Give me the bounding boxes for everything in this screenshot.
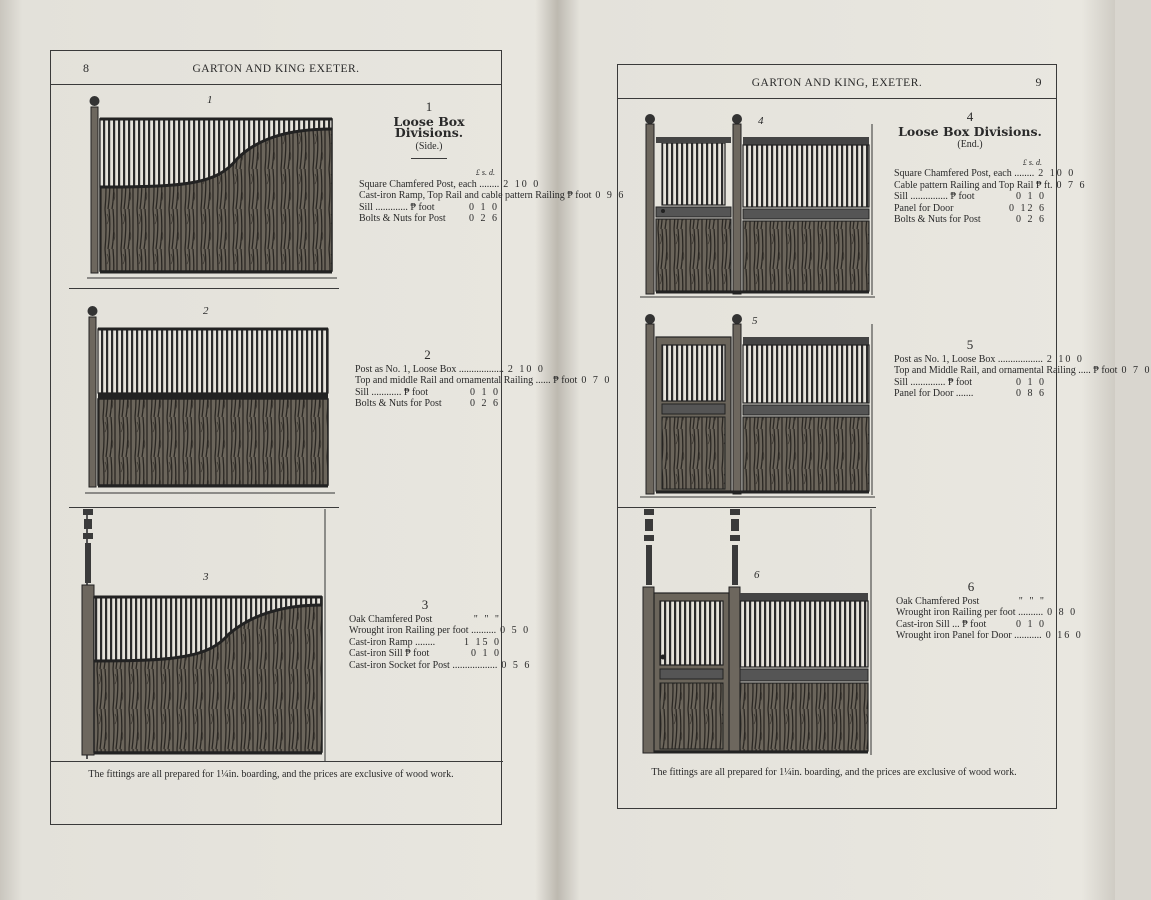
left-page [50, 50, 626, 825]
section-subtitle: (End.) [957, 139, 983, 150]
page-title: GARTON AND KING EXETER. [192, 63, 360, 75]
price-item: Sill ............. ₱ foot 0 1 0 [359, 201, 499, 213]
price-item: Square Chamfered Post, each ........ 2 10 0 [894, 168, 1076, 179]
price-item: Sill ............ ₱ foot 0 1 0 [355, 386, 500, 398]
section-title: Loose Box Divisions. [393, 113, 465, 140]
price-item: Bolts & Nuts for Post 0 2 6 [894, 214, 1046, 225]
price-item: Oak Chamfered Post " " " [349, 613, 501, 625]
division-illustration [87, 89, 337, 284]
page-header [618, 65, 1056, 99]
section-2-description [355, 347, 612, 410]
price-item: Sill ............... ₱ foot 0 1 0 [894, 191, 1046, 202]
price-item: Cable pattern Railing and Top Rail ₱ ft. 0 7 6 [894, 179, 1087, 191]
price-item: Post as No. 1, Loose Box .................. 2 10 0 [894, 353, 1084, 365]
page-number: 8 [83, 61, 90, 75]
price-item: Wrought iron Panel for Door ........... 0 16 0 [896, 630, 1083, 641]
page-number: 9 [1035, 75, 1042, 89]
currency-heading: £ s. d. [1022, 157, 1042, 167]
price-item: Cast-iron Sill ... ₱ foot 0 1 0 [896, 618, 1046, 630]
section-number: 2 [424, 347, 431, 362]
footnote: The fittings are all prepared for 1¼in. boarding, and the prices are exclusive of wood work. [651, 767, 1017, 778]
division-illustration [640, 309, 875, 499]
section-number: 5 [966, 337, 974, 352]
figure-label: 2 [203, 305, 209, 317]
price-item: Top and Middle Rail, and ornamental Railing ..... ₱ foot 0 7 0 [894, 365, 1151, 376]
right-page [617, 64, 1151, 809]
figure-1-side-division [87, 89, 337, 284]
price-item: Cast-iron Sill ₱ foot 0 1 0 [349, 648, 501, 659]
footnote: The fittings are all prepared for 1¼in. boarding, and the prices are exclusive of wood work. [88, 769, 454, 780]
price-item: Post as No. 1, Loose Box .................. 2 10 0 [355, 363, 545, 375]
price-item: Top and middle Rail and ornamental Railing ...... ₱ foot 0 7 0 [355, 375, 612, 386]
page-header [51, 51, 501, 85]
section-number: 1 [425, 99, 433, 114]
price-item: Panel for Door ....... 0 8 6 [894, 388, 1046, 399]
section-4-description [894, 109, 1087, 226]
price-item: Cast-iron Ramp ........ 1 15 0 [349, 636, 501, 648]
price-item: Bolts & Nuts for Post 0 2 6 [355, 398, 500, 409]
footnote-separator [51, 761, 503, 762]
section-1-description [359, 99, 626, 225]
figure-separator [69, 288, 339, 289]
page-title: GARTON AND KING, EXETER. [751, 77, 923, 89]
figure-6-end-division [638, 509, 876, 759]
figure-label: 1 [207, 94, 213, 106]
price-item: Wrought iron Railing per foot .......... 0 8 0 [896, 607, 1078, 618]
figure-separator [618, 507, 876, 508]
price-item: Panel for Door 0 12 6 [894, 202, 1046, 214]
figure-3-side-division [79, 509, 329, 761]
figure-label: 3 [203, 571, 209, 583]
figure-5-end-division [640, 309, 875, 499]
section-5-description [894, 337, 1151, 400]
figure-2-side-division [85, 297, 335, 495]
section-number: 3 [421, 597, 429, 612]
figure-label: 5 [752, 315, 758, 327]
currency-heading: £ s. d. [475, 168, 495, 177]
figure-separator [69, 507, 339, 508]
price-item: Oak Chamfered Post " " " [896, 595, 1046, 607]
price-item: Wrought iron Railing per foot .......... 0 5 0 [349, 625, 531, 636]
figure-label: 6 [754, 569, 760, 581]
price-item: Square Chamfered Post, each ........ 2 10 0 [359, 178, 541, 190]
division-illustration [638, 509, 876, 759]
figure-4-end-division [640, 109, 875, 299]
section-number: 4 [966, 109, 974, 124]
price-item: Cast-iron Ramp, Top Rail and cable pattern Railing ₱ foot 0 9 6 [359, 190, 626, 201]
divider [411, 158, 447, 159]
section-3-description [349, 597, 532, 671]
figure-label: 4 [758, 115, 764, 127]
division-illustration [85, 297, 335, 495]
price-item: Bolts & Nuts for Post 0 2 6 [359, 213, 499, 224]
section-subtitle: (Side.) [415, 140, 443, 152]
section-title: Loose Box Divisions. [898, 123, 1042, 139]
price-item: Sill .............. ₱ foot 0 1 0 [894, 376, 1046, 388]
division-illustration [79, 509, 329, 761]
price-item: Cast-iron Socket for Post .................. 0 5 6 [349, 659, 532, 671]
section-number: 6 [967, 579, 975, 594]
section-6-description [896, 579, 1083, 642]
division-illustration [640, 109, 875, 299]
